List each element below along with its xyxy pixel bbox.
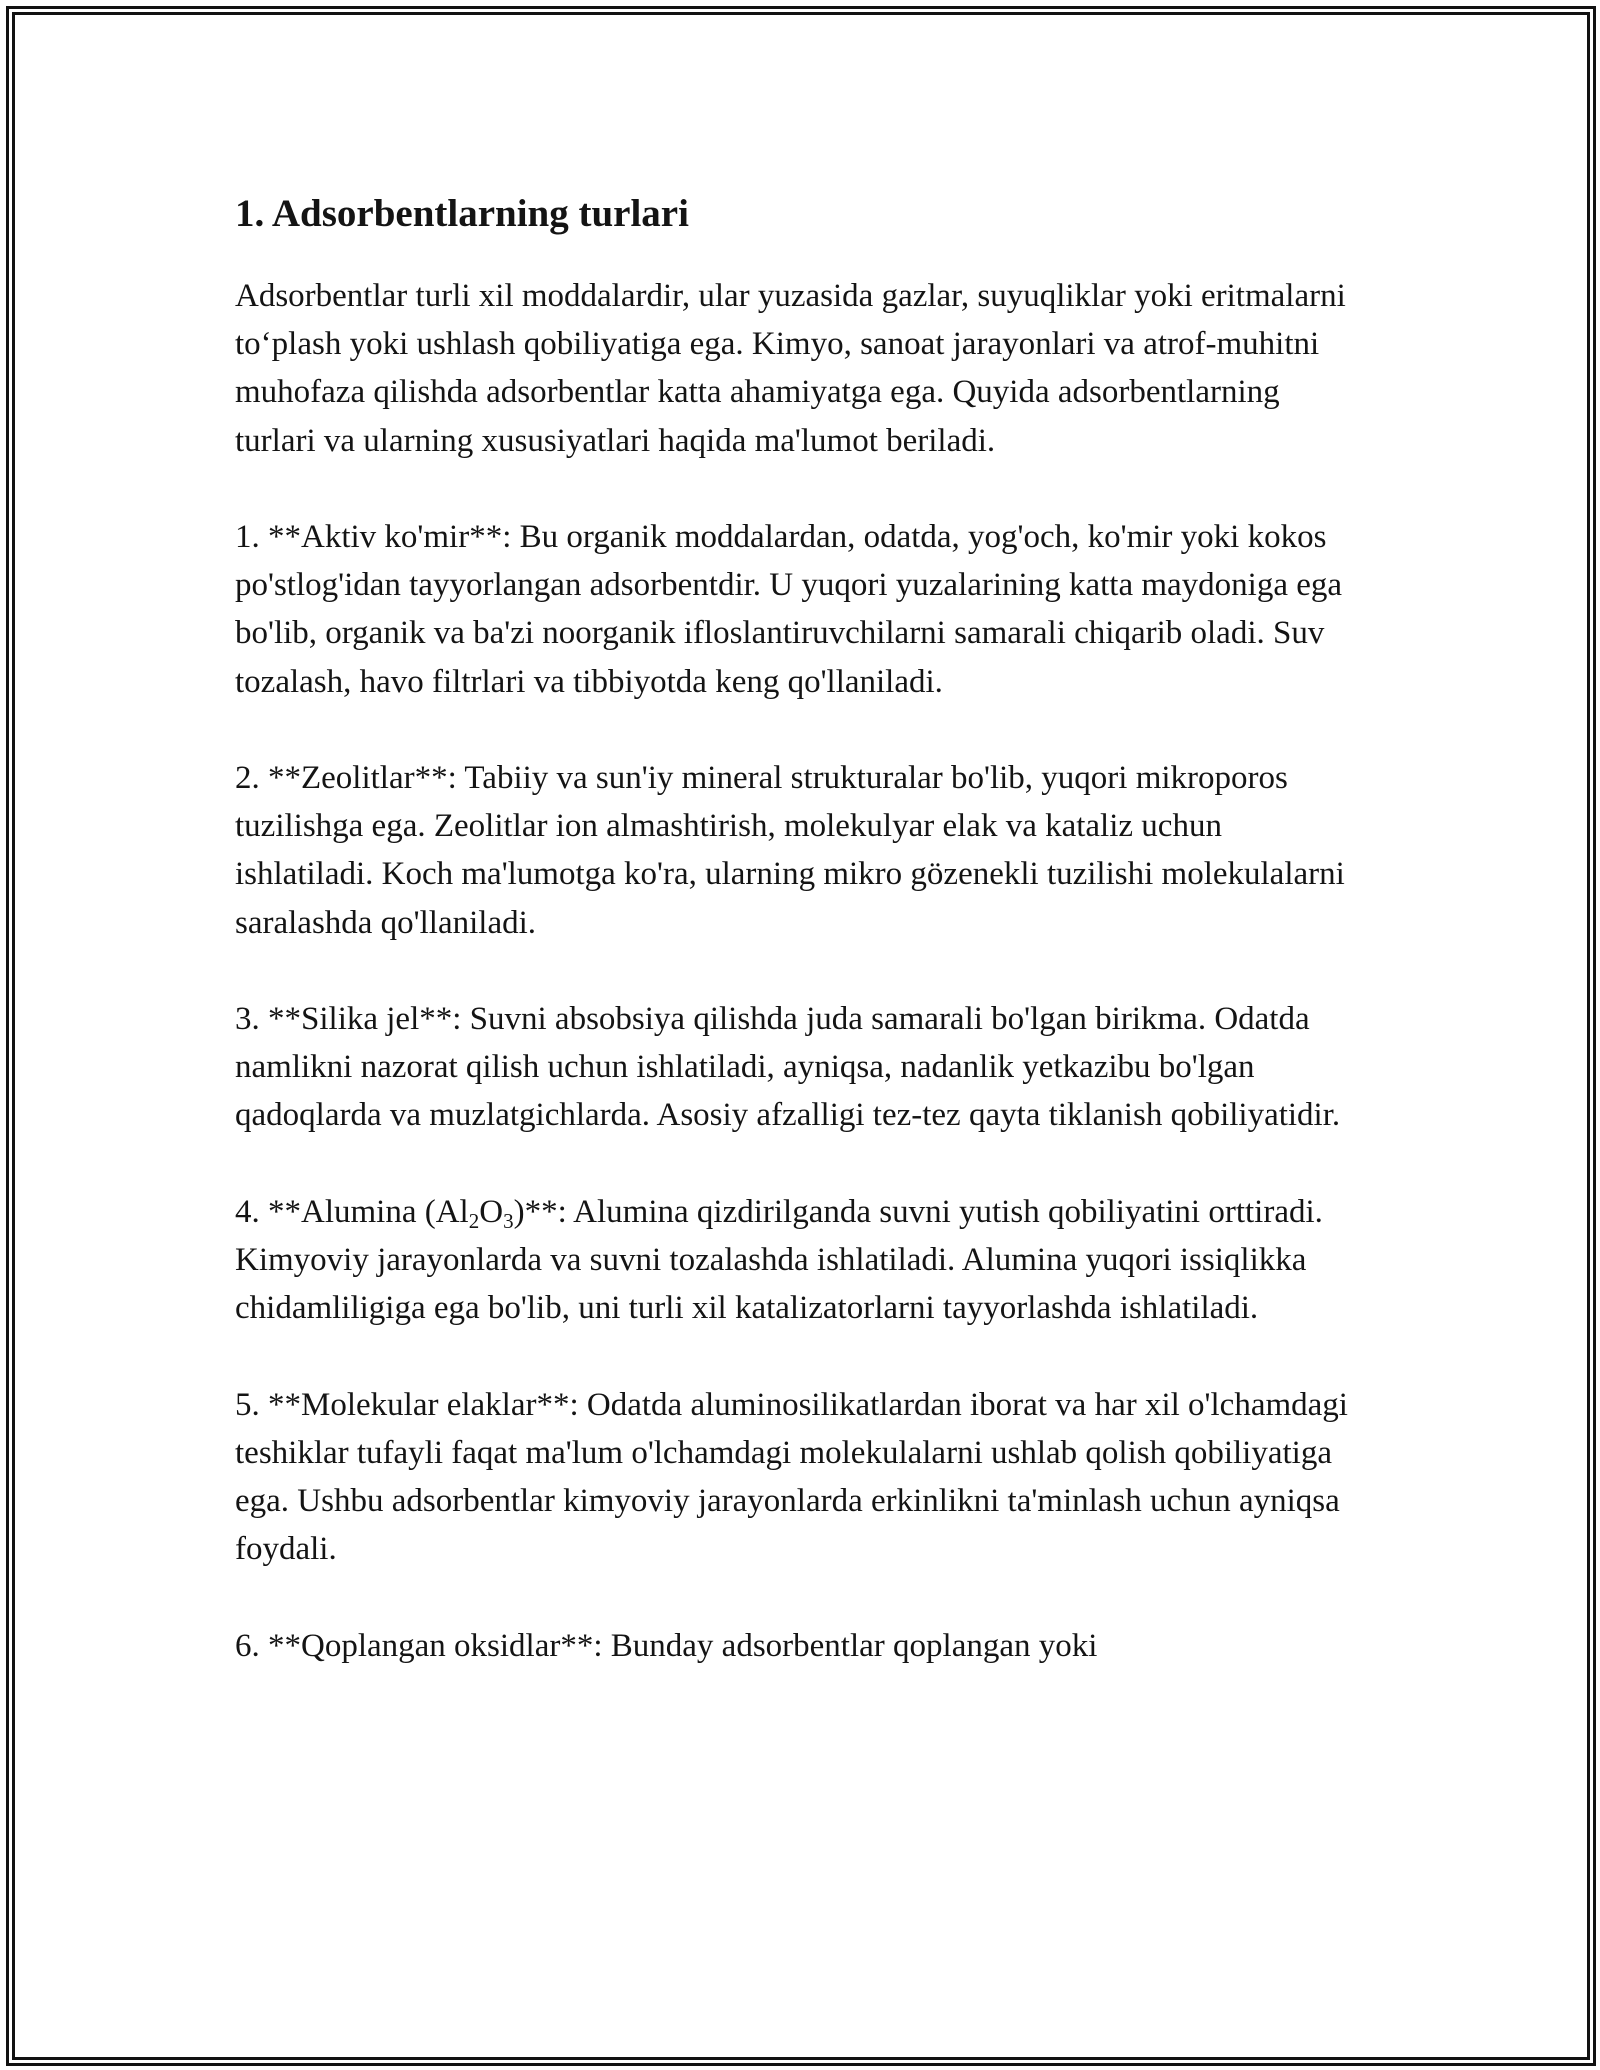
list-item-alumina [235, 1188, 1365, 1333]
alumina-subscript-2: 2 [468, 1208, 480, 1233]
alumina-prefix: 4. **Alumina (Al [235, 1193, 469, 1230]
list-item-zeolitlar: 2. **Zeolitlar**: Tabiiy va sun'iy mineral strukturalar bo'lib, yuqori mikroporos tuzilishga ega. Zeolitlar ion almashtirish, molekulyar elak va kataliz uchun ishlatiladi. Koch ma'lumotga ko'ra, ularning mikro gözenekli tuzilishi molekulalarni saralashda qo'llaniladi. [235, 760, 1345, 941]
list-item-molekular-elaklar: 5. **Molekular elaklar**: Odatda aluminosilikatlardan iborat va har xil o'lchamdagi teshiklar tufayli faqat ma'lum o'lchamdagi molekulalarni ushlab qolish qobiliyatiga ega. Ushbu adsorbentlar kimyoviy jarayonlarda erkinlikni ta'minlash uchun ayniqsa foydali. [235, 1386, 1348, 1568]
list-item-silika-jel: 3. **Silika jel**: Suvni absobsiya qilishda juda samarali bo'lgan birikma. Odatda namlikni nazorat qilish uchun ishlatiladi, ayniqsa, nadanlik yetkazibu bo'lgan qadoqlarda va muzlatgichlarda. Asosiy afzalligi tez-tez qayta tiklanish qobiliyatidir. [235, 1001, 1341, 1134]
alumina-subscript-3: 3 [503, 1208, 514, 1233]
alumina-oxygen: O [479, 1193, 504, 1230]
document-body [235, 186, 1365, 1718]
list-item-qoplangan-oksidlar: 6. **Qoplangan oksidlar**: Bunday adsorbentlar qoplangan yoki [235, 1627, 1098, 1664]
section-heading: 1. Adsorbentlarning turlari [235, 192, 689, 235]
intro-paragraph: Adsorbentlar turli xil moddalardir, ular yuzasida gazlar, suyuqliklar yoki eritmalarni to‘plash yoki ushlash qobiliyatiga ega. Kimyo, sanoat jarayonlari va atrof-muhitni muhofaza qilishda adsorbentlar katta ahamiyatga ega. Quyida adsorbentlarning turlari va ularning xususiyatlari haqida ma'lumot beriladi. [235, 278, 1346, 459]
alumina-description: )**: Alumina qizdirilganda suvni yutish qobiliyatini orttiradi. Kimyoviy jarayonlarda va suvni tozalashda ishlatiladi. Alumina yuqori issiqlikka chidamliligiga ega bo'lib, uni turli xil katalizatorlarni tayyorlashda ishlatiladi. [235, 1193, 1323, 1327]
list-item-aktiv-komir: 1. **Aktiv ko'mir**: Bu organik moddalardan, odatda, yog'och, ko'mir yoki kokos po'stlog'idan tayyorlangan adsorbentdir. U yuqori yuzalarining katta maydoniga ega bo'lib, organik va ba'zi noorganik ifloslantiruvchilarni samarali chiqarib oladi. Suv tozalash, havo filtrlari va tibbiyotda keng qo'llaniladi. [235, 519, 1343, 700]
